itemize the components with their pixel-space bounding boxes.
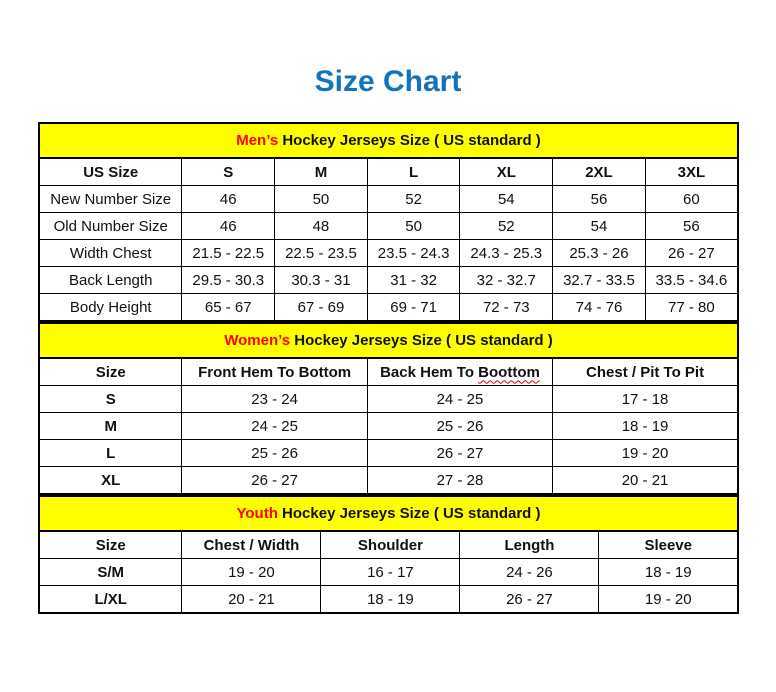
- header-row: [39, 358, 738, 386]
- row-label: XL: [39, 467, 182, 495]
- mens-size-table: [38, 122, 739, 322]
- table-row: [39, 586, 738, 614]
- table-cell: 56: [645, 213, 738, 240]
- table-cell: 48: [275, 213, 368, 240]
- table-cell: 20 - 21: [553, 467, 738, 495]
- row-label: Width Chest: [39, 240, 182, 267]
- table-cell: 24 - 25: [367, 386, 552, 413]
- section-banner-row: [39, 123, 738, 158]
- column-header: Shoulder: [321, 531, 460, 559]
- table-cell: 69 - 71: [367, 294, 460, 322]
- row-label: Back Length: [39, 267, 182, 294]
- table-cell: 26 - 27: [645, 240, 738, 267]
- table-cell: 46: [182, 186, 275, 213]
- column-header: S: [182, 158, 275, 186]
- table-cell: 52: [460, 213, 553, 240]
- column-header: XL: [460, 158, 553, 186]
- section-title-accent: Women’s: [224, 332, 291, 349]
- table-cell: 25.3 - 26: [553, 240, 646, 267]
- column-header: Sleeve: [599, 531, 738, 559]
- table-cell: 24 - 26: [460, 559, 599, 586]
- row-label: S/M: [39, 559, 182, 586]
- row-label: S: [39, 386, 182, 413]
- table-cell: 56: [553, 186, 646, 213]
- column-header: 2XL: [553, 158, 646, 186]
- table-cell: 72 - 73: [460, 294, 553, 322]
- section-title-text: Hockey Jerseys Size ( US standard ): [278, 132, 541, 149]
- table-cell: 24 - 25: [182, 413, 367, 440]
- womens-size-table: [38, 322, 739, 495]
- table-row: [39, 440, 738, 467]
- section-title-text: Hockey Jerseys Size ( US standard ): [290, 332, 553, 349]
- table-cell: 26 - 27: [367, 440, 552, 467]
- column-header: Front Hem To Bottom: [182, 358, 367, 386]
- section-title: [39, 123, 738, 158]
- table-cell: 32 - 32.7: [460, 267, 553, 294]
- table-cell: 24.3 - 25.3: [460, 240, 553, 267]
- table-cell: 16 - 17: [321, 559, 460, 586]
- row-label: New Number Size: [39, 186, 182, 213]
- table-cell: 18 - 19: [321, 586, 460, 614]
- table-cell: 19 - 20: [553, 440, 738, 467]
- table-cell: 46: [182, 213, 275, 240]
- table-row: [39, 294, 738, 322]
- table-cell: 54: [553, 213, 646, 240]
- misspelled-word: Boottom: [478, 363, 540, 381]
- table-cell: 26 - 27: [182, 467, 367, 495]
- row-label: Old Number Size: [39, 213, 182, 240]
- table-row: [39, 559, 738, 586]
- column-header: US Size: [39, 158, 182, 186]
- table-cell: 22.5 - 23.5: [275, 240, 368, 267]
- section-title-text: Hockey Jerseys Size ( US standard ): [277, 505, 541, 522]
- table-cell: 29.5 - 30.3: [182, 267, 275, 294]
- section-title: [39, 323, 738, 358]
- table-cell: 25 - 26: [367, 413, 552, 440]
- column-header: Back Hem To Boottom: [367, 358, 552, 386]
- table-cell: 30.3 - 31: [275, 267, 368, 294]
- table-cell: 60: [645, 186, 738, 213]
- youth-size-table: [38, 495, 739, 614]
- table-cell: 54: [460, 186, 553, 213]
- table-row: [39, 186, 738, 213]
- column-header: M: [275, 158, 368, 186]
- table-cell: 19 - 20: [182, 559, 321, 586]
- column-header: Length: [460, 531, 599, 559]
- table-cell: 21.5 - 22.5: [182, 240, 275, 267]
- table-cell: 32.7 - 33.5: [553, 267, 646, 294]
- table-cell: 33.5 - 34.6: [645, 267, 738, 294]
- table-row: [39, 240, 738, 267]
- header-row: [39, 158, 738, 186]
- section-title: [39, 496, 738, 531]
- table-cell: 77 - 80: [645, 294, 738, 322]
- table-cell: 18 - 19: [553, 413, 738, 440]
- page-title: Size Chart: [314, 65, 462, 98]
- size-chart: [38, 122, 739, 614]
- column-header: Size: [39, 531, 182, 559]
- table-row: [39, 413, 738, 440]
- row-label: Body Height: [39, 294, 182, 322]
- table-cell: 27 - 28: [367, 467, 552, 495]
- table-cell: 50: [275, 186, 368, 213]
- section-banner-row: [39, 323, 738, 358]
- table-row: [39, 267, 738, 294]
- table-cell: 50: [367, 213, 460, 240]
- column-header: 3XL: [645, 158, 738, 186]
- column-header: L: [367, 158, 460, 186]
- table-cell: 17 - 18: [553, 386, 738, 413]
- section-title-accent: Youth: [236, 505, 278, 522]
- column-header: Size: [39, 358, 182, 386]
- section-banner-row: [39, 496, 738, 531]
- column-header: Chest / Width: [182, 531, 321, 559]
- section-title-accent: Men’s: [236, 132, 279, 149]
- table-cell: 19 - 20: [599, 586, 738, 614]
- row-label: L/XL: [39, 586, 182, 614]
- table-cell: 23 - 24: [182, 386, 367, 413]
- table-row: [39, 213, 738, 240]
- table-cell: 18 - 19: [599, 559, 738, 586]
- table-cell: 74 - 76: [553, 294, 646, 322]
- table-cell: 65 - 67: [182, 294, 275, 322]
- table-cell: 67 - 69: [275, 294, 368, 322]
- table-cell: 26 - 27: [460, 586, 599, 614]
- row-label: L: [39, 440, 182, 467]
- table-row: [39, 386, 738, 413]
- table-cell: 52: [367, 186, 460, 213]
- table-cell: 23.5 - 24.3: [367, 240, 460, 267]
- table-cell: 25 - 26: [182, 440, 367, 467]
- column-header: Chest / Pit To Pit: [553, 358, 738, 386]
- header-row: [39, 531, 738, 559]
- table-row: [39, 467, 738, 495]
- table-cell: 31 - 32: [367, 267, 460, 294]
- row-label: M: [39, 413, 182, 440]
- table-cell: 20 - 21: [182, 586, 321, 614]
